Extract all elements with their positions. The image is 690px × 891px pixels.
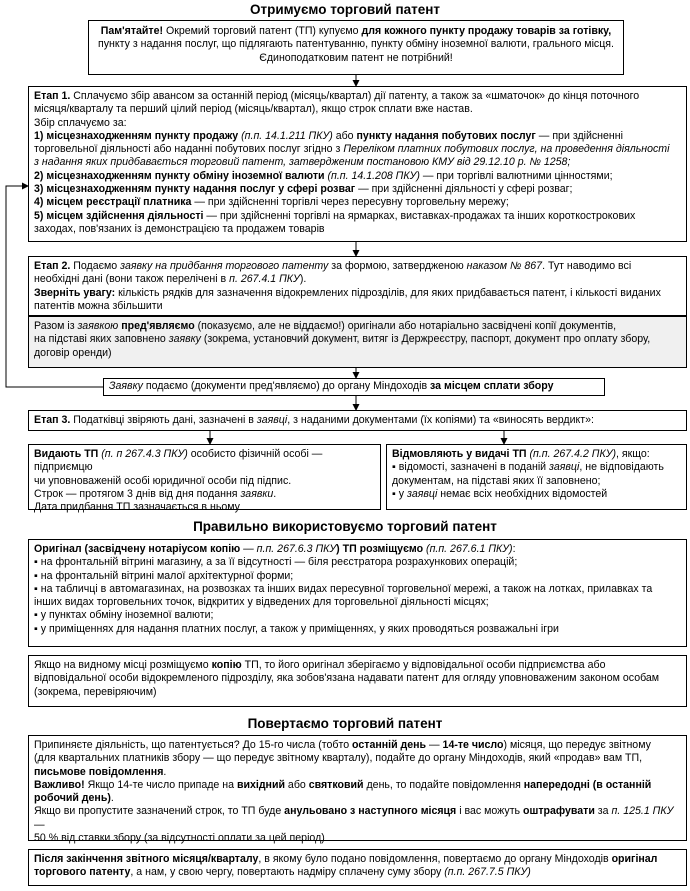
stage3-box: Етап 3. Податківці звіряють дані, зазначені в заявці, з наданими документами (їх копіями) та «виносять вердикт»: — [28, 410, 687, 431]
refuse-reason-2: ▪ у заявці немає всіх необхідних відомостей — [392, 488, 681, 501]
title-use: Правильно використовуємо торговий патент — [193, 519, 497, 534]
title-obtain: Отримуємо торговий патент — [249, 2, 441, 17]
intro-box: Пам'ятайте! Окремий торговий патент (ТП) купуємо для кожного пункту продажу товарів за готівку, пункту з надання послуг, що підлягають патентуванню, пункту обміну іноземної валюти, грального місця. Єдиноподатковим патент не потрібний! — [88, 20, 624, 75]
title-return: Повертаємо торговий патент — [247, 716, 443, 731]
placement-item: ▪ на фронтальній вітрині магазину, а за її відсутності — біля реєстратора розрахункових операцій; — [34, 556, 681, 569]
submit-box: Заявку подаємо (документи пред'являємо) до органу Міндоходів за місцем сплати збору — [103, 378, 605, 396]
placement-box: Оригінал (засвідчену нотаріусом копію — п.п. 267.6.3 ПКУ) ТП розміщуємо (п.п. 267.6.1 ПКУ): ▪ на фронтальній вітрині магазину, а за її відсутності — біля реєстратора розрахункових операцій; ▪ на фронтальній вітрині малої архітектурної форми; ▪ на табличці в автомагазинах, на розвозках та інших видах пересувної торговельної мережі, а також на лотках, прилавках та інших видах торговельних точок, відкритих у відведених для торговельної діяльності місцях; ▪ у пунктах обміну іноземної валюти; ▪ у приміщеннях для надання платних послуг, а також у приміщеннях, у яких проводяться розважальні ігри — [28, 539, 687, 647]
stage2-box: Етап 2. Подаємо заявку на придбання торгового патенту за формою, затвердженою наказом № 867. Тут наводимо всі необхідні дані (вони також перелічені в п. 267.4.1 ПКУ). Зверніть увагу: кількість рядків для зазначення відокремлених підрозділів, для яких придбавається патент, і кількості виданих патентів можна збільшити — [28, 256, 687, 316]
issue-patent-box: Видають ТП (п. п 267.4.3 ПКУ) особисто фізичній особі — підприємцю чи уповноваженій особі юридичної особи під підпис. Строк — протягом 3 днів від дня подання заявки. Дата придбання ТП зазначається в ньому — [28, 444, 381, 510]
placement-item-continued: інших видах торговельних точок, відкритих у відведених для торговельної діяльності місцях; — [34, 596, 489, 609]
placement-item: ▪ у приміщеннях для надання платних послуг, а також у приміщеннях, у яких проводяться розважальні ігри — [34, 623, 681, 636]
final-return-box: Після закінчення звітного місяця/кварталу, в якому було подано повідомлення, повертаємо до органу Міндоходів оригінал торгового патенту, а нам, у свою чергу, повертають надміру сплачену суму збору (п.п. 267.7.5 ПКУ) — [28, 849, 687, 886]
documents-box: Разом із заявкою пред'являємо (показуємо, але не віддаємо!) оригінали або нотаріально засвідчені копії документів, на підставі яких заповнено заявку (зокрема, установчий документ, витяг із Держреєстру, паспорт, документ про оплату збору, договір оренди) — [28, 316, 687, 368]
refuse-patent-box: Відмовляють у видачі ТП (п.п. 267.4.2 ПКУ), якщо: ▪ відомості, зазначені в поданій заявці, не відповідають документам, на підставі яких її заповнено; ▪ у заявці немає всіх необхідних відомостей — [386, 444, 687, 510]
placement-item: ▪ на табличці в автомагазинах, на розвозках та інших видах пересувної торговельної мережі, а також на лотках, прилавках та — [34, 583, 681, 596]
placement-item: ▪ у пунктах обміну іноземної валюти; — [34, 609, 681, 622]
refuse-reason-1: ▪ відомості, зазначені в поданій заявці, не відповідають — [392, 461, 681, 474]
stage1-box: Етап 1. Сплачуємо збір авансом за останній період (місяць/квартал) дії патенту, а також за «шматочок» до кінця поточного місяця/кварталу та перший цілий період (місяць/квартал), якщо строк сплати вже настав. Збір сплачуємо за: 1) місцезнаходженням пункту продажу (п.п. 14.1.211 ПКУ) або пункту надання побутових послуг — при здійсненні торговельної діяльності або наданні побутових послуг згідно з Переліком платних побутових послуг, на проведення діяльності з надання яких придбавається торговий патент, затвердженим постановою КМУ від 29.12.10 р. № 1258; 2) місцезнаходженням пункту обміну іноземної валюти (п.п. 14.1.208 ПКУ) — при торгівлі валютними цінностями; 3) місцезнаходженням пункту надання послуг у сфері розваг — при здійсненні діяльності у сфері розваг; 4) місцем реєстрації платника — при здійсненні торгівлі через пересувну торговельну мережу; 5) місцем здійснення діяльності — при здійсненні торгівлі на ярмарках, виставках-продажах та інших короткострокових заходах, пов'язаних із демонстрацією та продажем товарів — [28, 86, 687, 242]
copy-box: Якщо на видному місці розміщуємо копію ТП, то його оригінал зберігаємо у відповідальної особи підприємства або відповідальної особи відокремленого підрозділу, яка зобов'язана надавати патент для огляду уповноваженим законом особам (зокрема, перевіряючим) — [28, 655, 687, 707]
notice-box: Припиняєте діяльність, що патентується? До 15-го числа (тобто останній день — 14-те число) місяця, що передує звітному (для квартальних платників збору — що передує звітному кварталу), подайте до органу Міндоходів, який «продав» вам ТП, письмове повідомлення. Важливо! Якщо 14-те число припаде на вихідний або святковий день, то подайте повідомлення напередодні (в останній робочий день). Якщо ви пропустите зазначений строк, то ТП буде анульовано з наступного місяця і вас можуть оштрафувати за п. 125.1 ПКУ — 50 % від ставки збору (за відсутності оплати за цей період) — [28, 735, 687, 841]
placement-item: ▪ на фронтальній вітрині малої архітектурної форми; — [34, 570, 681, 583]
